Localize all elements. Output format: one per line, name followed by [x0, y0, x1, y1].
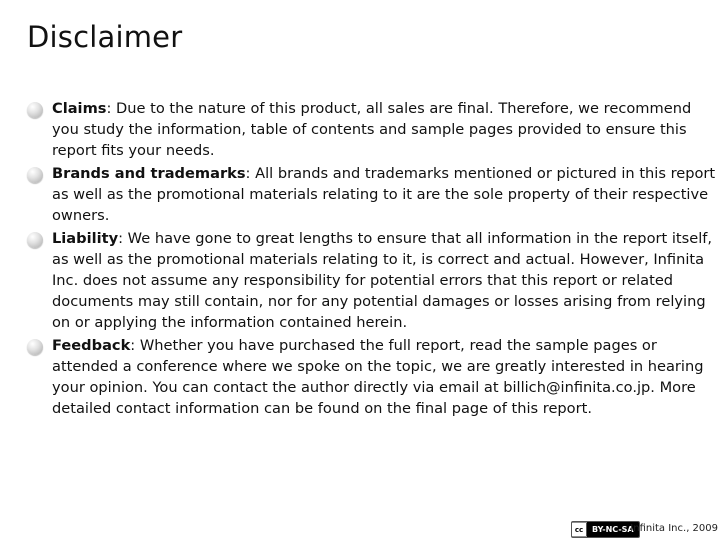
footer-credit: Infinita Inc., 2009	[630, 523, 718, 534]
item-text	[52, 228, 716, 333]
list-item-brands-and-trademarks	[26, 163, 716, 226]
item-label: Liability	[52, 230, 119, 247]
item-body: : We have gone to great lengths to ensure that all information in the report itself, as well as the promotional materials relating to it, is correct and actual. However, Infinita Inc. does not assume any responsibility for potential errors that this report or related documents may still contain, nor for any potential damages or losses arising from relying on or applying the information contained herein.	[52, 230, 713, 331]
bullet-icon	[27, 167, 43, 183]
bullet-icon	[27, 339, 43, 355]
slide-title: Disclaimer	[27, 20, 183, 54]
item-body: : All brands and trademarks mentioned or pictured in this report as well as the promotional materials relating to it are the sole property of their respective owners.	[52, 165, 716, 224]
item-label: Brands and trademarks	[52, 165, 246, 182]
item-body: : Whether you have purchased the full report, read the sample pages or attended a conference where we spoke on the topic, we are greatly interested in hearing your opinion. You can contact the author directly via email at billich@infinita.co.jp. More detailed contact information can be found on the final page of this report.	[52, 337, 704, 417]
item-text	[52, 335, 716, 419]
cc-icon: cc	[572, 523, 587, 536]
list-item-feedback	[26, 335, 716, 419]
item-label: Claims	[52, 100, 107, 117]
item-body: : Due to the nature of this product, all sales are final. Therefore, we recommend you study the information, table of contents and sample pages provided to ensure this report fits your needs.	[52, 100, 692, 159]
bullet-icon	[27, 102, 43, 118]
license-terms: BY-NC-SA	[587, 522, 639, 537]
disclaimer-list	[26, 98, 716, 421]
bullet-icon	[27, 232, 43, 248]
item-label: Feedback	[52, 337, 131, 354]
item-text	[52, 163, 716, 226]
item-text	[52, 98, 716, 161]
list-item-claims	[26, 98, 716, 161]
list-item-liability	[26, 228, 716, 333]
